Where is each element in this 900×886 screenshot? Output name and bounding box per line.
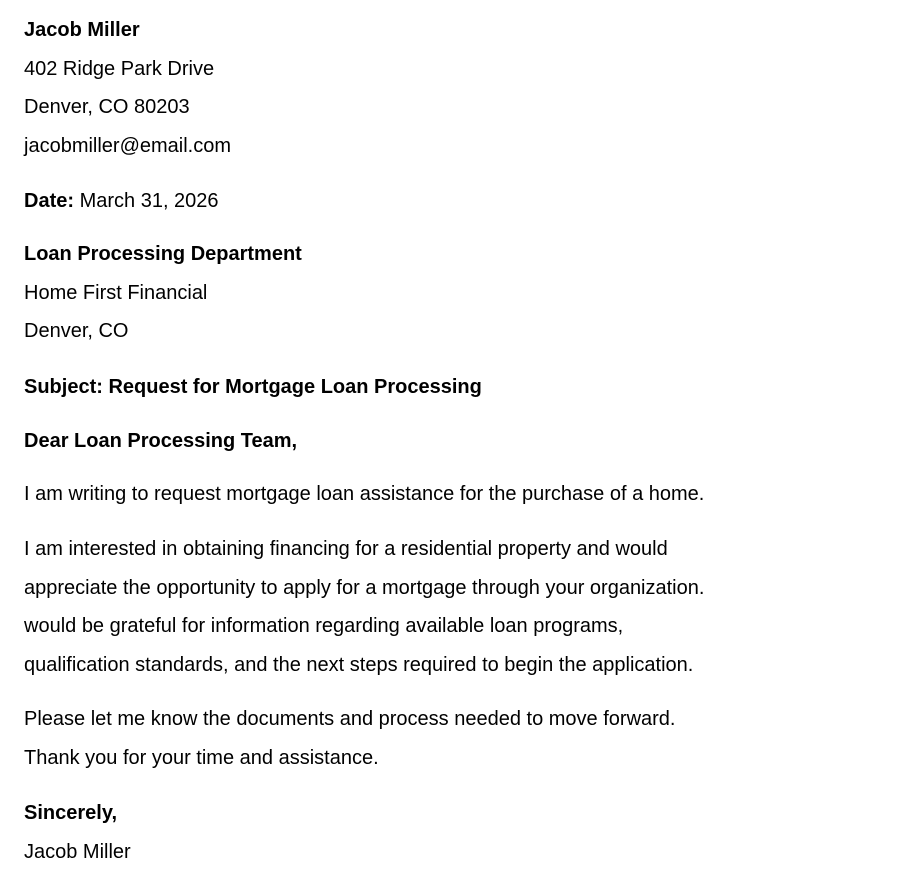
recipient-block bbox=[24, 235, 302, 351]
closing-block bbox=[24, 794, 131, 871]
body-line: appreciate the opportunity to apply for a mortgage through your organization. bbox=[24, 576, 705, 599]
body-line: would be grateful for information regarding available loan programs, bbox=[24, 615, 624, 638]
sender-city: Denver, CO 80203 bbox=[24, 96, 190, 119]
body-paragraph-3 bbox=[24, 700, 675, 777]
body-line: I am writing to request mortgage loan assistance for the purchase of a home. bbox=[24, 483, 705, 505]
body-paragraph-2 bbox=[24, 530, 704, 684]
body-line: qualification standards, and the next steps required to begin the application. bbox=[24, 653, 694, 676]
sender-email: jacobmiller@email.com bbox=[24, 134, 232, 157]
recipient-company: Home First Financial bbox=[24, 281, 208, 304]
closing-phrase: Sincerely, bbox=[24, 802, 118, 824]
recipient-department: Loan Processing Department bbox=[24, 243, 302, 265]
body-line: I am interested in obtaining financing for a residential property and would bbox=[24, 538, 668, 560]
date-line bbox=[24, 182, 219, 221]
salutation: Dear Loan Processing Team, bbox=[24, 430, 298, 452]
body-paragraph-1 bbox=[24, 475, 704, 514]
sender-address: 402 Ridge Park Drive bbox=[24, 57, 215, 80]
recipient-city: Denver, CO bbox=[24, 320, 129, 343]
sender-name: Jacob Miller bbox=[24, 19, 140, 41]
subject-line: Subject: Request for Mortgage Loan Processing bbox=[24, 376, 482, 398]
closing-name: Jacob Miller bbox=[24, 840, 131, 863]
date-value: March 31, 2026 bbox=[79, 190, 219, 212]
body-line: Please let me know the documents and process needed to move forward. bbox=[24, 708, 676, 730]
body-line: Thank you for your time and assistance. bbox=[24, 746, 379, 769]
sender-block bbox=[24, 11, 231, 165]
date-label: Date: bbox=[24, 190, 75, 212]
